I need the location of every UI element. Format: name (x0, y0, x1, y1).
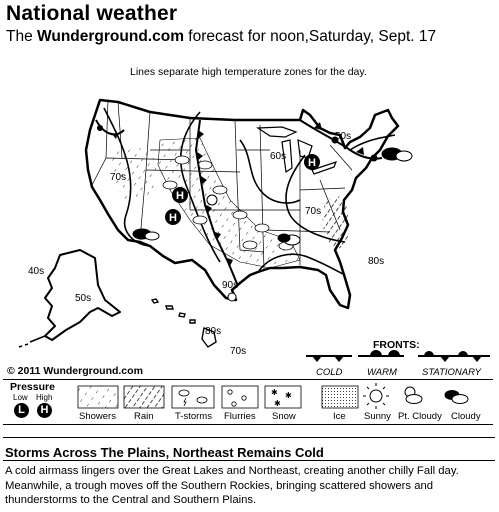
temp-zone-label: 80s (205, 326, 222, 337)
us-outline (86, 100, 398, 308)
aleutian-islands (19, 336, 45, 347)
pressure-legend-title: Pressure (10, 381, 55, 393)
warm-front-label: WARM (367, 367, 397, 378)
legend-label-ice: Ice (333, 411, 346, 422)
high-pressure-label: High (36, 393, 53, 402)
legend-label-sunny: Sunny (364, 411, 391, 422)
subtitle-brand: Wunderground.com (37, 28, 184, 45)
stationary-front-label: STATIONARY (422, 367, 481, 378)
temp-zone-label: 60s (270, 151, 287, 162)
high-pressure-symbol: H (169, 212, 177, 224)
temp-zone-label: 90s (222, 280, 239, 291)
svg-text:✱: ✱ (285, 391, 292, 400)
high-pressure-symbol: H (308, 157, 316, 169)
legend-label-rain: Rain (134, 411, 154, 422)
temp-zone-label: 70s (230, 346, 247, 357)
high-pressure-symbol: H (176, 190, 184, 202)
temp-zone-label: 40s (28, 266, 45, 277)
temp-zone-label: 80s (368, 256, 385, 267)
legend-label-tstorms: T-storms (175, 411, 212, 422)
temp-zone-label: 70s (110, 172, 127, 183)
hawaii-islands (152, 299, 216, 347)
cold-front-label: COLD (316, 367, 343, 378)
high-pressure-icon: H (37, 403, 52, 418)
subtitle-prefix: The (6, 28, 38, 45)
legend-label-cloudy: Cloudy (451, 411, 481, 422)
copyright: © 2011 Wunderground.com (7, 365, 143, 377)
legend-label-snow: Snow (272, 411, 296, 422)
temp-zone-label: 50s (335, 131, 352, 142)
page-title: National weather (6, 2, 178, 25)
legend-label-flurries: Flurries (224, 411, 256, 422)
svg-text:✱: ✱ (274, 399, 281, 408)
fronts-legend-title: FRONTS: (373, 339, 420, 351)
svg-text:✱: ✱ (271, 388, 278, 397)
legend-front-samples (306, 350, 490, 362)
legend-label-pt-cloudy: Pt. Cloudy (398, 411, 442, 422)
legend-label-showers: Showers (79, 411, 116, 422)
story-body: A cold airmass lingers over the Great Lakes and Northeast, creating another chilly Fall day. Meanwhile, a trough moves off the Southern Rockies, bringing scattered showers and thunderstorms to the Central and Southern Plains. (5, 465, 459, 506)
divider (3, 437, 495, 438)
divider (3, 460, 495, 461)
subtitle-suffix: forecast for noon,Saturday, Sept. 17 (183, 28, 437, 45)
low-pressure-icon: L (14, 403, 29, 418)
map-note: Lines separate high temperature zones for the day. (130, 66, 367, 78)
temp-zone-label: 50s (75, 293, 92, 304)
story-headline: Storms Across The Plains, Northeast Remains Cold (5, 445, 324, 460)
temp-zone-label: 70s (305, 206, 322, 217)
low-pressure-label: Low (13, 393, 28, 402)
